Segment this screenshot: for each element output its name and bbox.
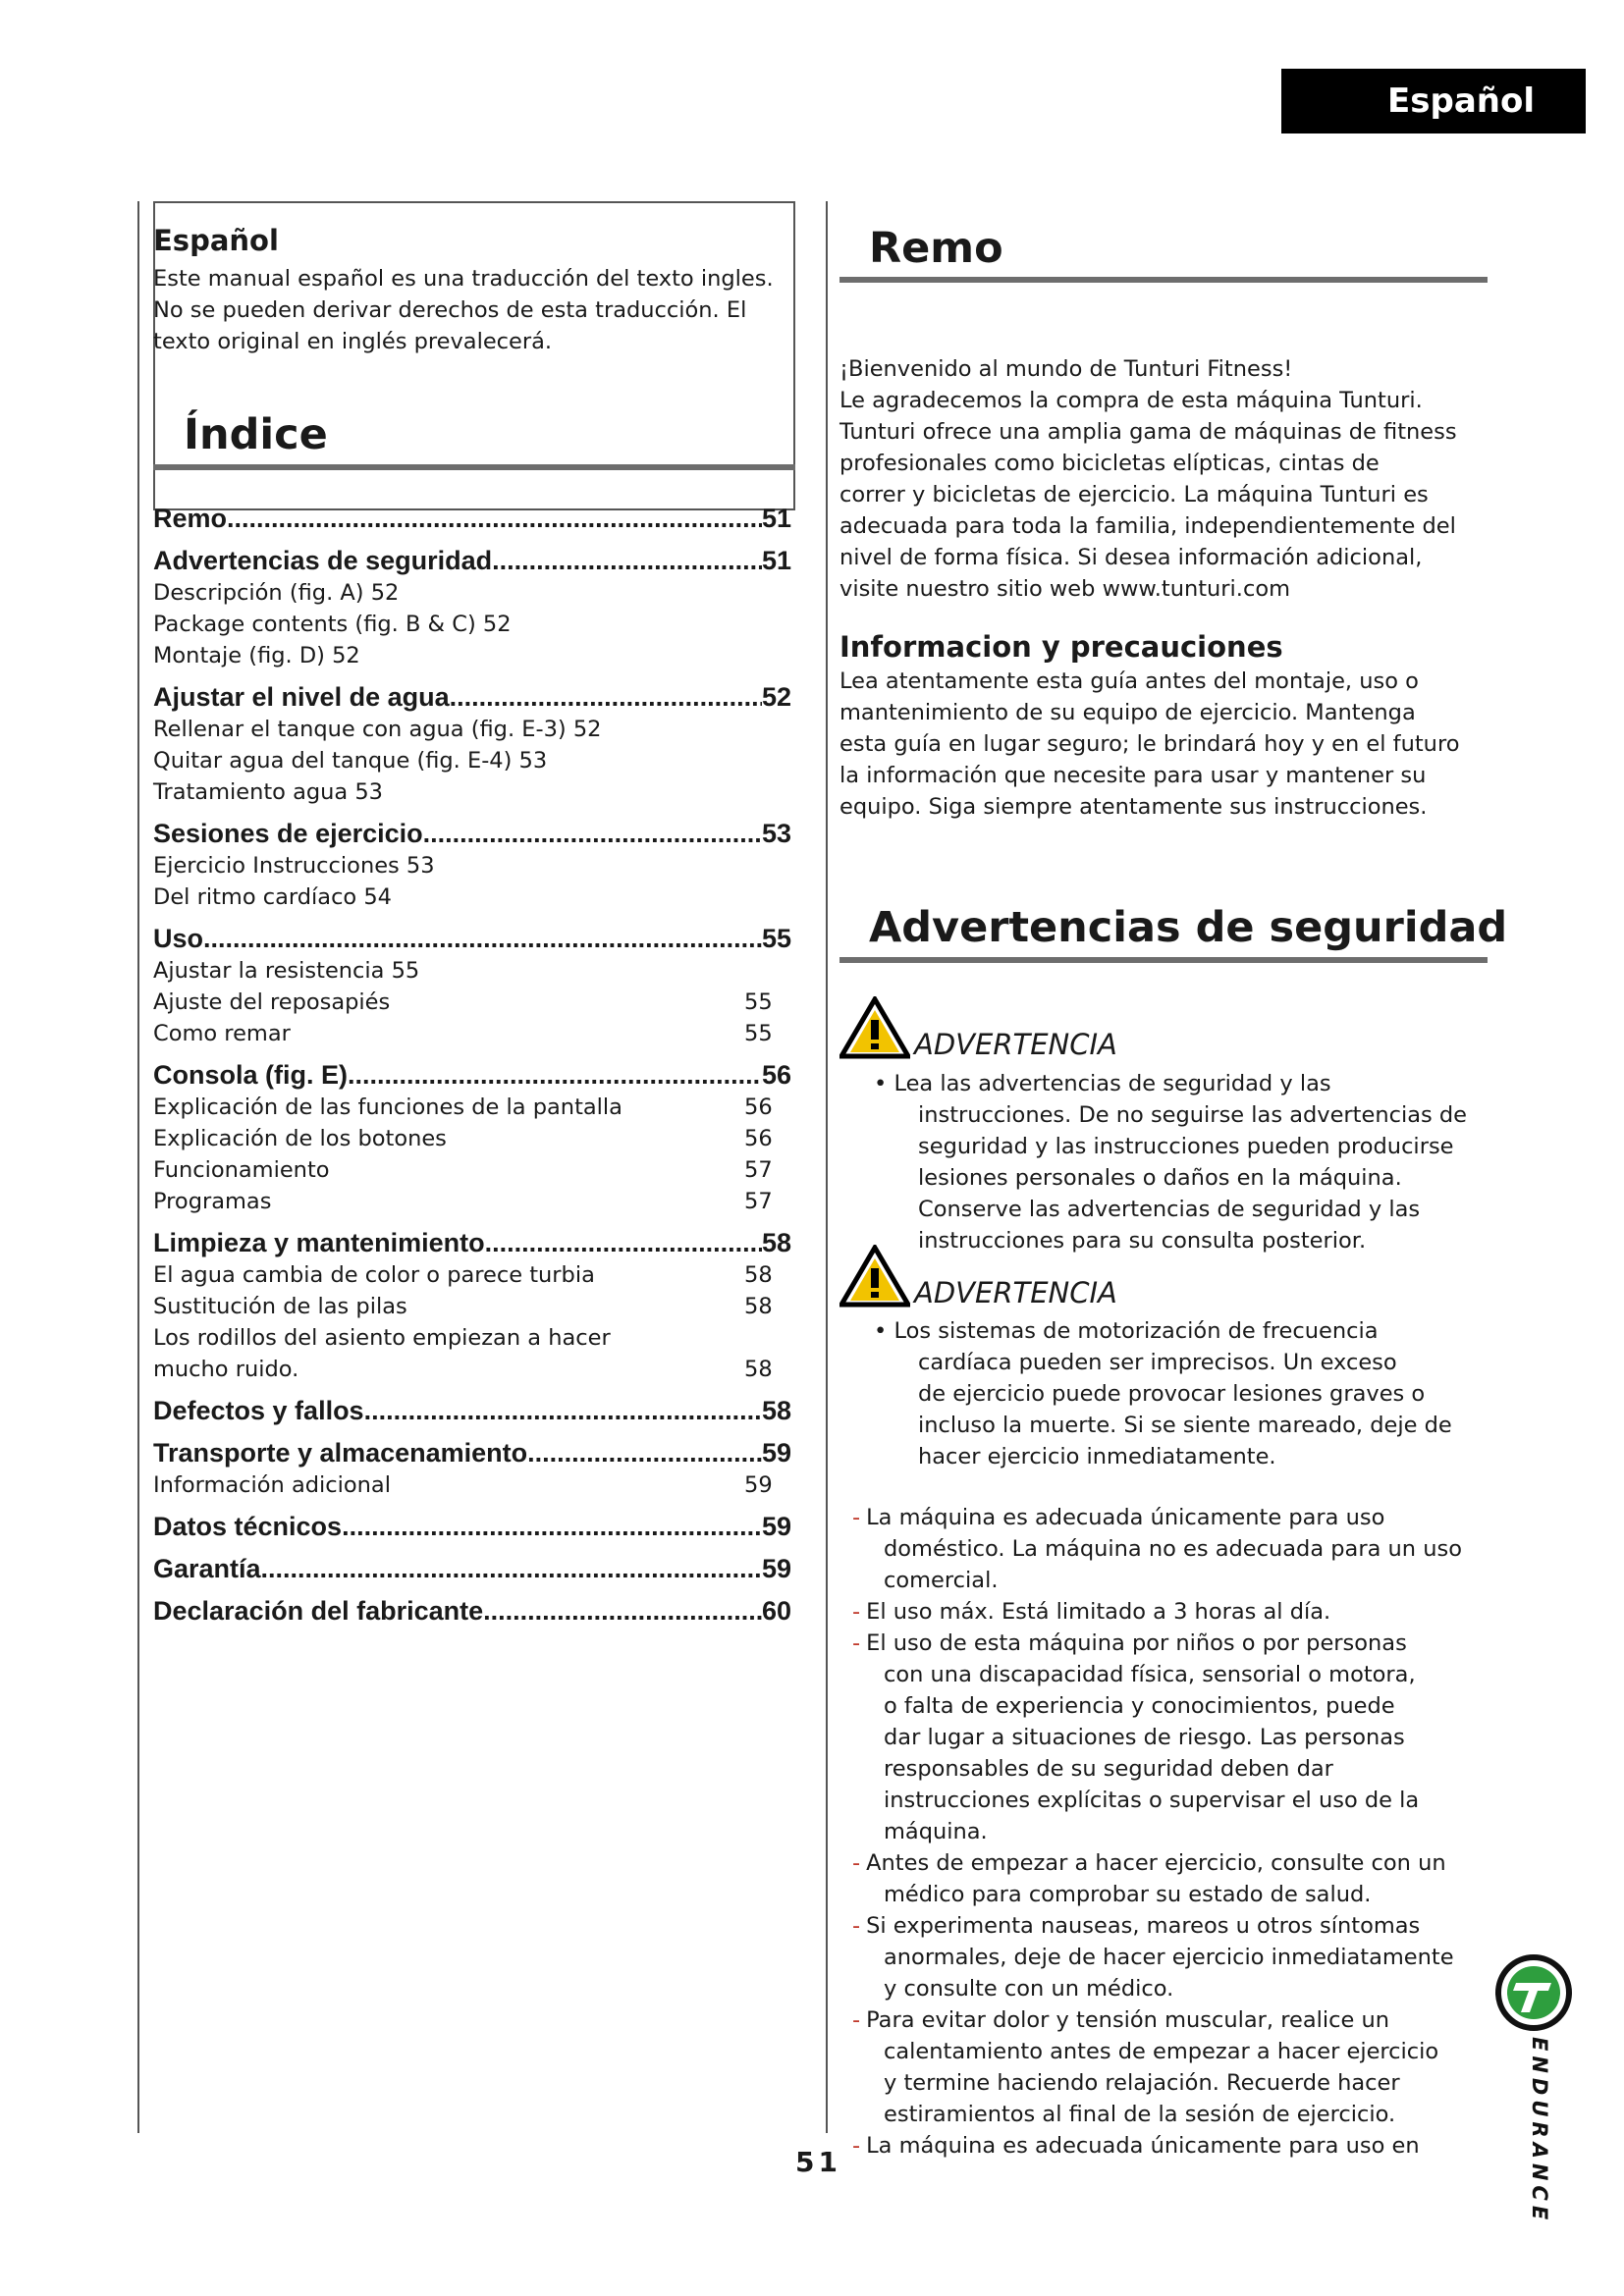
safety-item-line bbox=[852, 2004, 1490, 2036]
toc-group bbox=[153, 1437, 791, 1501]
page-number: 51 bbox=[795, 2146, 841, 2178]
toc-leader-dots bbox=[261, 1553, 762, 1585]
toc-subentry bbox=[153, 987, 791, 1018]
toc-subentry-title: Del ritmo cardíaco 54 bbox=[153, 884, 392, 910]
toc-heading bbox=[153, 818, 791, 850]
toc-title: Índice bbox=[184, 410, 328, 459]
safety-list-item bbox=[852, 2004, 1490, 2130]
warning-bullet-line bbox=[874, 1068, 1488, 1099]
info-line: la información que necesite para usar y mantener su bbox=[839, 763, 1427, 788]
toc-heading-page: 51 bbox=[761, 546, 791, 575]
toc-subentry-title: Tratamiento agua 53 bbox=[153, 779, 383, 805]
safety-item-text: médico para comprobar su estado de salud. bbox=[884, 1882, 1372, 1907]
warning-1-text bbox=[874, 1068, 1488, 1256]
toc-group bbox=[153, 1227, 791, 1385]
warning-text: instrucciones para su consulta posterior. bbox=[918, 1228, 1367, 1254]
toc-subentry bbox=[153, 745, 791, 776]
warning-text: cardíaca pueden ser imprecisos. Un exceso bbox=[918, 1350, 1397, 1375]
toc-subentry bbox=[153, 1259, 791, 1291]
brand-wordmark: ENDURANCE bbox=[1528, 2037, 1551, 2225]
toc-heading bbox=[153, 545, 791, 577]
safety-item-line bbox=[852, 1502, 1490, 1533]
column-divider-line bbox=[826, 201, 828, 2133]
toc-subentry-page bbox=[744, 1322, 791, 1354]
toc-subentry-title: Ajustar la resistencia 55 bbox=[153, 958, 420, 984]
dash-marker: - bbox=[852, 1630, 861, 1656]
toc-leader-dots bbox=[364, 1395, 762, 1427]
safety-item-text: Para evitar dolor y tensión muscular, realice un bbox=[866, 2007, 1389, 2033]
toc-subentry-title: Ejercicio Instrucciones 53 bbox=[153, 853, 435, 879]
toc-subentry bbox=[153, 1186, 791, 1217]
safety-item-text: El uso máx. Está limitado a 3 horas al día. bbox=[866, 1599, 1331, 1625]
toc-subentry-title: Información adicional bbox=[153, 1472, 391, 1498]
toc-subentry-title: Como remar bbox=[153, 1021, 291, 1046]
remo-title: Remo bbox=[869, 224, 1003, 273]
toc-subentry bbox=[153, 1354, 791, 1385]
toc-leader-dots bbox=[483, 1595, 762, 1628]
dash-marker: - bbox=[852, 1850, 861, 1876]
toc-subentry bbox=[153, 881, 791, 913]
safety-item-text: y termine haciendo relajación. Recuerde hacer bbox=[884, 2070, 1400, 2096]
safety-list bbox=[852, 1502, 1490, 2162]
toc-group bbox=[153, 818, 791, 913]
toc-group bbox=[153, 1059, 791, 1217]
toc-heading-page: 59 bbox=[761, 1554, 791, 1583]
toc-subentry-title: Explicación de los botones bbox=[153, 1126, 447, 1151]
bullet-icon: • bbox=[874, 1318, 894, 1344]
toc-subentry-page bbox=[744, 577, 791, 609]
toc-subentry-title: Descripción (fig. A) 52 bbox=[153, 580, 400, 606]
toc-subentry-page: 58 bbox=[744, 1357, 773, 1382]
toc-heading-page: 59 bbox=[761, 1438, 791, 1468]
toc-group bbox=[153, 1595, 791, 1628]
toc-subentry-title: Los rodillos del asiento empiezan a hacer bbox=[153, 1325, 611, 1351]
toc-subentry bbox=[153, 1469, 791, 1501]
toc-heading-title: Datos técnicos bbox=[153, 1512, 343, 1541]
toc-subentry bbox=[153, 850, 791, 881]
toc-heading-page: 55 bbox=[761, 924, 791, 953]
toc-subentry-title: Montaje (fig. D) 52 bbox=[153, 643, 360, 668]
toc-subentry-page: 58 bbox=[744, 1262, 773, 1288]
toc-subentry-page bbox=[744, 609, 791, 640]
safety-title: Advertencias de seguridad bbox=[869, 903, 1508, 952]
safety-item-text: o falta de experiencia y conocimientos, puede bbox=[884, 1693, 1395, 1719]
toc-subentry-title: Programas bbox=[153, 1189, 272, 1214]
info-line: esta guía en lugar seguro; le brindará hoy y en el futuro bbox=[839, 731, 1460, 757]
toc-group bbox=[153, 1553, 791, 1585]
toc-subentry-page: 55 bbox=[744, 1021, 773, 1046]
warning-text: Los sistemas de motorización de frecuencia bbox=[893, 1318, 1379, 1344]
toc-heading-page: 51 bbox=[761, 504, 791, 533]
toc-heading-title: Sesiones de ejercicio bbox=[153, 819, 423, 848]
safety-rule bbox=[839, 957, 1488, 963]
intro-text bbox=[153, 263, 801, 357]
toc-subentry-page: 57 bbox=[744, 1189, 773, 1214]
safety-list-item bbox=[852, 1847, 1490, 1910]
toc-heading-page: 53 bbox=[761, 819, 791, 848]
warning-2-text bbox=[874, 1315, 1488, 1472]
safety-item-line bbox=[852, 1847, 1490, 1879]
toc-heading-page: 58 bbox=[761, 1228, 791, 1257]
toc-leader-dots bbox=[423, 818, 762, 850]
info-line: Lea atentamente esta guía antes del montaje, uso o bbox=[839, 668, 1419, 694]
toc-subentry-page bbox=[744, 881, 791, 913]
toc-subentry bbox=[153, 1322, 791, 1354]
safety-item-text: Si experimenta nauseas, mareos u otros síntomas bbox=[866, 1913, 1421, 1939]
safety-list-item bbox=[852, 1596, 1490, 1628]
warning-text: instrucciones. De no seguirse las advertencias de bbox=[918, 1102, 1468, 1128]
toc-group bbox=[153, 545, 791, 671]
toc-subentry-title: Funcionamiento bbox=[153, 1157, 330, 1183]
intro-line: Este manual español es una traducción del texto ingles. bbox=[153, 266, 774, 292]
toc-heading-page: 59 bbox=[761, 1512, 791, 1541]
toc-heading-title: Limpieza y mantenimiento bbox=[153, 1228, 485, 1257]
toc-heading-title: Uso bbox=[153, 924, 204, 953]
toc-heading bbox=[153, 1437, 791, 1469]
toc-subentry bbox=[153, 955, 791, 987]
warning-text: seguridad y las instrucciones pueden producirse bbox=[918, 1134, 1454, 1159]
toc-heading-title: Transporte y almacenamiento bbox=[153, 1438, 528, 1468]
safety-item-text: La máquina es adecuada únicamente para uso en bbox=[866, 2133, 1420, 2159]
table-of-contents bbox=[153, 503, 791, 1637]
safety-list-item bbox=[852, 2130, 1490, 2162]
toc-heading bbox=[153, 1395, 791, 1427]
toc-subentry-page: 55 bbox=[744, 989, 773, 1015]
welcome-line: ¡Bienvenido al mundo de Tunturi Fitness! bbox=[839, 356, 1293, 382]
safety-item-text: con una discapacidad física, sensorial o motora, bbox=[884, 1662, 1416, 1687]
info-title: Informacion y precauciones bbox=[839, 630, 1283, 664]
toc-subentry bbox=[153, 776, 791, 808]
warning-triangle-icon bbox=[839, 996, 910, 1059]
warning-triangle-icon bbox=[839, 1245, 910, 1308]
safety-item-text: instrucciones explícitas o supervisar el uso de la bbox=[884, 1788, 1420, 1813]
toc-title-rule bbox=[153, 464, 795, 470]
warning-text: incluso la muerte. Si se siente mareado, deje de bbox=[918, 1413, 1452, 1438]
toc-subentry bbox=[153, 1154, 791, 1186]
safety-item-text: doméstico. La máquina no es adecuada para un uso bbox=[884, 1536, 1462, 1562]
toc-subentry-title: Explicación de las funciones de la pantalla bbox=[153, 1095, 623, 1120]
safety-item-text: máquina. bbox=[884, 1819, 988, 1844]
warning-text: Conserve las advertencias de seguridad y las bbox=[918, 1197, 1421, 1222]
toc-heading-title: Advertencias de seguridad bbox=[153, 546, 493, 575]
toc-heading-title: Consola (fig. E) bbox=[153, 1060, 348, 1090]
toc-subentry-page bbox=[744, 850, 791, 881]
info-paragraph bbox=[839, 666, 1488, 823]
welcome-line: correr y bicicletas de ejercicio. La máquina Tunturi es bbox=[839, 482, 1429, 507]
dash-marker: - bbox=[852, 1505, 861, 1530]
toc-group bbox=[153, 681, 791, 808]
toc-subentry bbox=[153, 577, 791, 609]
info-line: mantenimiento de su equipo de ejercicio. Mantenga bbox=[839, 700, 1416, 725]
toc-heading-title: Ajustar el nivel de agua bbox=[153, 682, 450, 712]
toc-subentry-page: 59 bbox=[744, 1472, 773, 1498]
toc-leader-dots bbox=[342, 1511, 762, 1543]
toc-subentry-page bbox=[744, 640, 791, 671]
safety-item-text: comercial. bbox=[884, 1568, 999, 1593]
toc-subentry-title: Rellenar el tanque con agua (fig. E-3) 52 bbox=[153, 717, 602, 742]
toc-subentry-page: 56 bbox=[744, 1095, 773, 1120]
safety-item-line bbox=[852, 1628, 1490, 1659]
remo-rule bbox=[839, 277, 1488, 283]
toc-leader-dots bbox=[450, 681, 762, 714]
toc-subentry-page bbox=[744, 745, 791, 776]
warning-label: ADVERTENCIA bbox=[914, 1276, 1117, 1309]
toc-subentry-title: Ajuste del reposapiés bbox=[153, 989, 391, 1015]
toc-leader-dots bbox=[485, 1227, 762, 1259]
safety-item-line bbox=[852, 1596, 1490, 1628]
toc-heading-title: Garantía bbox=[153, 1554, 261, 1583]
dash-marker: - bbox=[852, 1913, 861, 1939]
toc-heading bbox=[153, 681, 791, 714]
welcome-line: adecuada para toda la familia, independientemente del bbox=[839, 513, 1456, 539]
toc-heading bbox=[153, 1553, 791, 1585]
warning-heading-1 bbox=[839, 996, 1117, 1059]
toc-heading-page: 56 bbox=[761, 1060, 791, 1090]
safety-item-text: responsables de su seguridad deben dar bbox=[884, 1756, 1333, 1782]
toc-subentry-page: 58 bbox=[744, 1294, 773, 1319]
toc-heading-title: Remo bbox=[153, 504, 228, 533]
toc-heading bbox=[153, 1511, 791, 1543]
warning-text: Lea las advertencias de seguridad y las bbox=[893, 1071, 1331, 1096]
safety-item-text: y consulte con un médico. bbox=[884, 1976, 1174, 2002]
toc-group bbox=[153, 1511, 791, 1543]
toc-subentry-title: Sustitución de las pilas bbox=[153, 1294, 407, 1319]
toc-subentry bbox=[153, 714, 791, 745]
intro-line: texto original en inglés prevalecerá. bbox=[153, 329, 553, 354]
toc-heading bbox=[153, 923, 791, 955]
toc-subentry bbox=[153, 1092, 791, 1123]
dash-marker: - bbox=[852, 2133, 861, 2159]
warning-text: de ejercicio puede provocar lesiones graves o bbox=[918, 1381, 1426, 1407]
welcome-line: Le agradecemos la compra de esta máquina Tunturi. bbox=[839, 388, 1423, 413]
dash-marker: - bbox=[852, 1599, 861, 1625]
toc-leader-dots bbox=[492, 545, 762, 577]
toc-subentry-page bbox=[744, 955, 791, 987]
warning-label: ADVERTENCIA bbox=[914, 1028, 1117, 1061]
toc-subentry-title: Quitar agua del tanque (fig. E-4) 53 bbox=[153, 748, 548, 774]
toc-subentry-page bbox=[744, 776, 791, 808]
welcome-line: Tunturi ofrece una amplia gama de máquinas de fitness bbox=[839, 419, 1457, 445]
dash-marker: - bbox=[852, 2007, 861, 2033]
safety-item-line bbox=[852, 1910, 1490, 1942]
toc-group bbox=[153, 503, 791, 535]
welcome-line: visite nuestro sitio web www.tunturi.com bbox=[839, 576, 1291, 602]
welcome-line: nivel de forma física. Si desea información adicional, bbox=[839, 545, 1423, 570]
warning-bullet-line bbox=[874, 1315, 1488, 1347]
left-margin-line bbox=[137, 201, 139, 2133]
safety-item-text: La máquina es adecuada únicamente para uso bbox=[866, 1505, 1385, 1530]
toc-subentry-title: El agua cambia de color o parece turbia bbox=[153, 1262, 595, 1288]
toc-leader-dots bbox=[348, 1059, 762, 1092]
welcome-paragraph bbox=[839, 353, 1488, 605]
bullet-icon: • bbox=[874, 1071, 894, 1096]
safety-item-text: El uso de esta máquina por niños o por personas bbox=[866, 1630, 1407, 1656]
toc-heading-page: 60 bbox=[761, 1596, 791, 1626]
warning-heading-2 bbox=[839, 1245, 1117, 1308]
toc-subentry bbox=[153, 1123, 791, 1154]
welcome-line: profesionales como bicicletas elípticas, cintas de bbox=[839, 451, 1380, 476]
warning-text: lesiones personales o daños en la máquina. bbox=[918, 1165, 1402, 1191]
intro-title: Español bbox=[153, 224, 279, 257]
tunturi-logo-icon bbox=[1494, 1953, 1573, 2032]
language-tab: Español bbox=[1281, 69, 1586, 133]
safety-item-line bbox=[852, 2130, 1490, 2162]
toc-group bbox=[153, 923, 791, 1049]
intro-line: No se pueden derivar derechos de esta traducción. El bbox=[153, 297, 747, 323]
toc-leader-dots bbox=[203, 923, 762, 955]
toc-heading-page: 52 bbox=[761, 682, 791, 712]
toc-subentry-title: mucho ruido. bbox=[153, 1357, 299, 1382]
toc-subentry bbox=[153, 1291, 791, 1322]
toc-leader-dots bbox=[227, 503, 762, 535]
safety-item-text: dar lugar a situaciones de riesgo. Las personas bbox=[884, 1725, 1405, 1750]
warning-text: hacer ejercicio inmediatamente. bbox=[918, 1444, 1276, 1469]
toc-heading-title: Declaración del fabricante bbox=[153, 1596, 484, 1626]
safety-item-text: estiramientos al final de la sesión de ejercicio. bbox=[884, 2102, 1396, 2127]
toc-subentry-page: 57 bbox=[744, 1157, 773, 1183]
toc-subentry-page: 56 bbox=[744, 1126, 773, 1151]
toc-heading bbox=[153, 1595, 791, 1628]
toc-heading-page: 58 bbox=[761, 1396, 791, 1425]
toc-leader-dots bbox=[527, 1437, 762, 1469]
safety-item-text: Antes de empezar a hacer ejercicio, consulte con un bbox=[866, 1850, 1446, 1876]
toc-heading-title: Defectos y fallos bbox=[153, 1396, 364, 1425]
toc-heading bbox=[153, 1227, 791, 1259]
safety-list-item bbox=[852, 1628, 1490, 1847]
toc-subentry bbox=[153, 1018, 791, 1049]
safety-item-text: anormales, deje de hacer ejercicio inmediatamente bbox=[884, 1945, 1454, 1970]
safety-list-item bbox=[852, 1910, 1490, 2004]
toc-group bbox=[153, 1395, 791, 1427]
toc-heading bbox=[153, 1059, 791, 1092]
info-line: equipo. Siga siempre atentamente sus instrucciones. bbox=[839, 794, 1428, 820]
safety-list-item bbox=[852, 1502, 1490, 1596]
toc-subentry bbox=[153, 640, 791, 671]
toc-heading bbox=[153, 503, 791, 535]
safety-item-text: calentamiento antes de empezar a hacer ejercicio bbox=[884, 2039, 1439, 2064]
toc-subentry-page bbox=[744, 714, 791, 745]
toc-subentry-title: Package contents (fig. B & C) 52 bbox=[153, 612, 512, 637]
toc-subentry bbox=[153, 609, 791, 640]
